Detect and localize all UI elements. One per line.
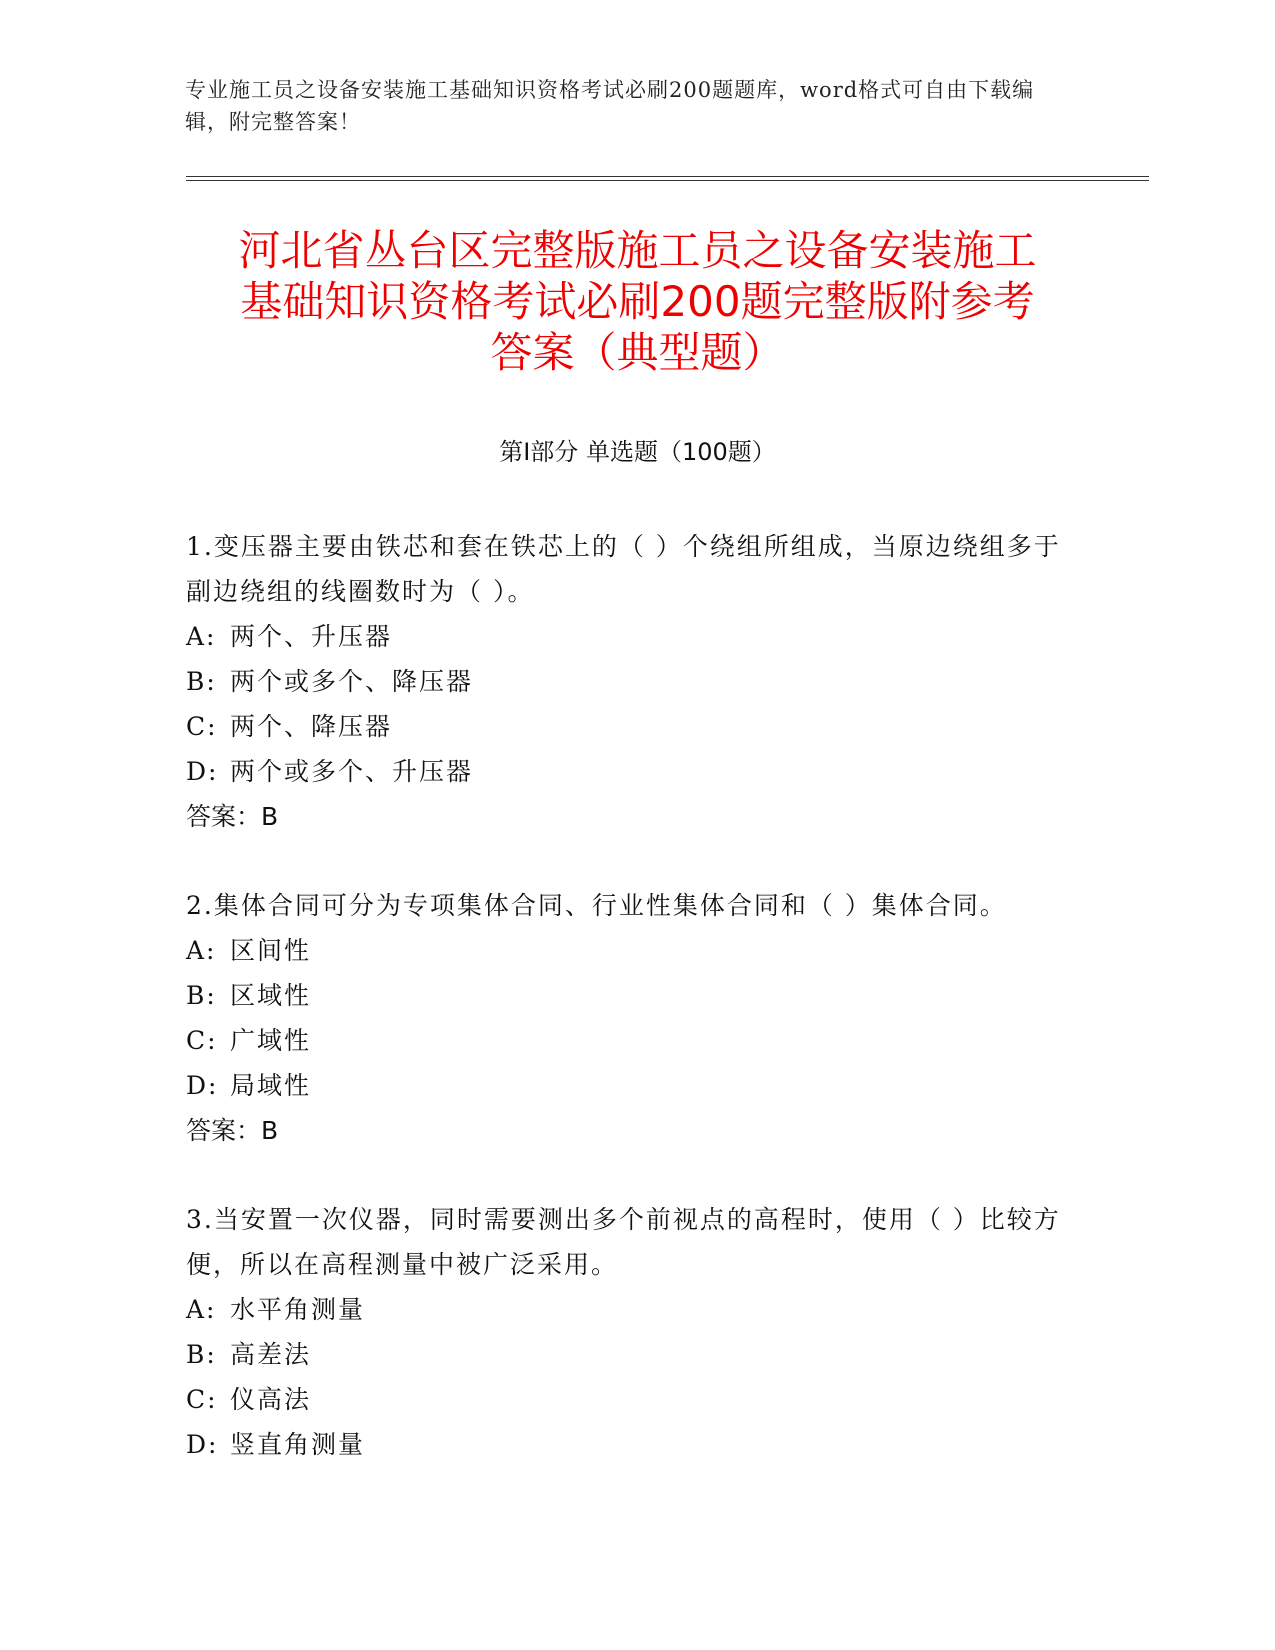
option-letter: A: [186,1295,217,1324]
header-note: 专业施工员之设备安装施工基础知识资格考试必刷200题题库，word格式可自由下载编辑，附完整答案！ [185,78,1035,134]
option-c [186,1018,1066,1063]
option-c [186,704,1066,749]
option-letter: C: [186,1026,218,1055]
option-letter: B: [186,667,217,696]
option-d [186,1422,1066,1467]
option-text: 高差法 [230,1340,312,1369]
answer-line: 答案：B [186,1116,279,1145]
option-letter: B: [186,981,217,1010]
option-text: 两个或多个、降压器 [230,667,474,696]
option-text: 区域性 [230,981,312,1010]
option-letter: B: [186,1340,217,1369]
option-letter: C: [186,712,218,741]
title-line-2: 基础知识资格考试必刷200题完整版附参考 [240,277,1035,326]
answer-line: 答案：B [186,802,279,831]
option-text: 两个、升压器 [230,622,393,651]
title-line-1: 河北省丛台区完整版施工员之设备安装施工 [238,226,1037,275]
option-a [186,928,1066,973]
question-2 [186,883,1066,1153]
option-a [186,614,1066,659]
option-letter: A: [186,622,217,651]
option-text: 水平角测量 [230,1295,366,1324]
option-text: 两个、降压器 [230,712,393,741]
question-text: 2.集体合同可分为专项集体合同、行业性集体合同和（ ）集体合同。 [186,891,1007,920]
question-text: 3.当安置一次仪器，同时需要测出多个前视点的高程时，使用（ ）比较方便，所以在高程测量中被广泛采用。 [186,1205,1061,1279]
option-letter: D: [186,1071,219,1100]
option-text: 局域性 [230,1071,312,1100]
question-list [186,524,1066,1511]
option-letter: D: [186,1430,219,1459]
option-letter: C: [186,1385,218,1414]
option-letter: D: [186,757,219,786]
header-divider-top [186,176,1149,177]
option-text: 区间性 [230,936,312,965]
question-text: 1.变压器主要由铁芯和套在铁芯上的（ ）个绕组所组成，当原边绕组多于副边绕组的线圈数时为（ ）。 [186,532,1061,606]
option-text: 广域性 [230,1026,312,1055]
option-d [186,749,1066,794]
option-text: 两个或多个、升压器 [230,757,474,786]
option-a [186,1287,1066,1332]
option-text: 仪高法 [230,1385,312,1414]
title-line-3: 答案（典型题） [490,328,785,377]
option-letter: A: [186,936,217,965]
option-b [186,1332,1066,1377]
option-b [186,973,1066,1018]
option-c [186,1377,1066,1422]
option-d [186,1063,1066,1108]
question-3 [186,1197,1066,1467]
option-b [186,659,1066,704]
header-divider-bottom [186,180,1149,181]
question-1 [186,524,1066,839]
section-title: 第Ⅰ部分 单选题（100题） [499,438,776,466]
document-title [186,225,1089,378]
option-text: 竖直角测量 [230,1430,366,1459]
